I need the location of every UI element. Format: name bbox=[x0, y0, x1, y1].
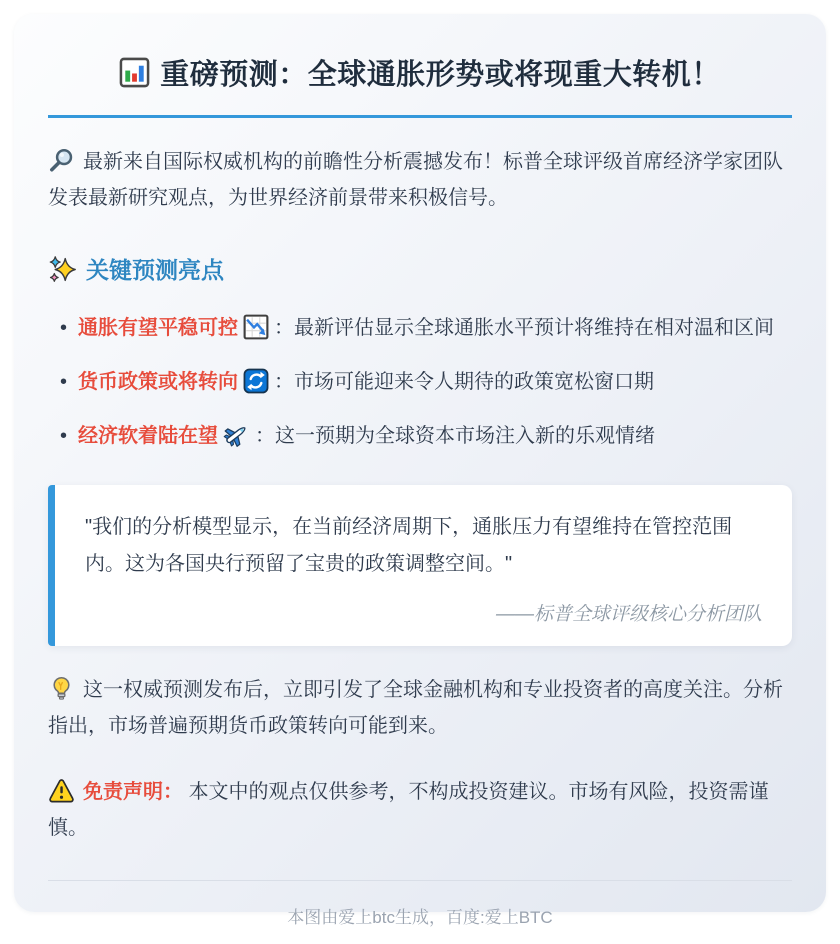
quote-attribution: ——标普全球评级核心分析团队 bbox=[495, 604, 762, 625]
intro-text: 最新来自国际权威机构的前瞻性分析震撼发布！标普全球评级首席经济学家团队发表最新研究观点，为世界经济前景带来积极信号。 bbox=[48, 151, 783, 209]
list-item-text: 最新评估显示全球通胀水平预计将维持在相对温和区间 bbox=[294, 317, 774, 339]
article-card bbox=[14, 14, 826, 927]
intro-paragraph bbox=[48, 144, 792, 216]
list-item bbox=[60, 417, 792, 455]
counterclockwise-arrows-icon bbox=[243, 368, 269, 394]
highlights-heading bbox=[48, 252, 792, 285]
disclaimer-text: 本文中的观点仅供参考，不构成投资建议。市场有风险，投资需谨慎。 bbox=[48, 781, 769, 839]
list-item-lead: 货币政策或将转向 bbox=[78, 371, 238, 393]
list-item-separator: ： bbox=[274, 317, 294, 339]
quote-text: "我们的分析模型显示，在当前经济周期下，通胀压力有望维持在管控范围内。这为各国央行预留了宝贵的政策调整空间。" bbox=[85, 516, 733, 575]
reaction-paragraph bbox=[48, 672, 792, 744]
warning-icon bbox=[48, 777, 75, 804]
list-item-lead: 通胀有望平稳可控 bbox=[78, 317, 238, 339]
disclaimer-label: 免责声明： bbox=[83, 781, 183, 803]
list-item-lead: 经济软着陆在望 bbox=[78, 425, 218, 447]
page-title-text: 重磅预测：全球通胀形势或将现重大转机！ bbox=[160, 59, 721, 91]
chart-decreasing-icon bbox=[243, 314, 269, 340]
bar-chart-icon bbox=[119, 57, 150, 88]
list-item-separator: ： bbox=[274, 371, 294, 393]
highlights-list bbox=[48, 309, 792, 455]
disclaimer-paragraph bbox=[48, 774, 792, 846]
list-item bbox=[60, 363, 792, 401]
reaction-text: 这一权威预测发布后，立即引发了全球金融机构和专业投资者的高度关注。分析指出，市场普遍预期货币政策转向可能到来。 bbox=[48, 679, 783, 737]
magnifier-icon bbox=[48, 147, 75, 174]
lightbulb-icon bbox=[48, 675, 75, 702]
airplane-departure-icon bbox=[223, 421, 250, 448]
list-item-text: 市场可能迎来令人期待的政策宽松窗口期 bbox=[294, 371, 654, 393]
footer bbox=[48, 880, 792, 928]
highlights-heading-text: 关键预测亮点 bbox=[86, 257, 224, 283]
sparkles-icon bbox=[48, 255, 77, 284]
page-title bbox=[48, 52, 792, 118]
footer-text: 本图由爱上btc生成，百度:爱上BTC bbox=[287, 908, 553, 927]
list-item bbox=[60, 309, 792, 347]
list-item-separator: ： bbox=[255, 425, 275, 447]
list-item-text: 这一预期为全球资本市场注入新的乐观情绪 bbox=[275, 425, 655, 447]
quote-block bbox=[48, 485, 792, 646]
